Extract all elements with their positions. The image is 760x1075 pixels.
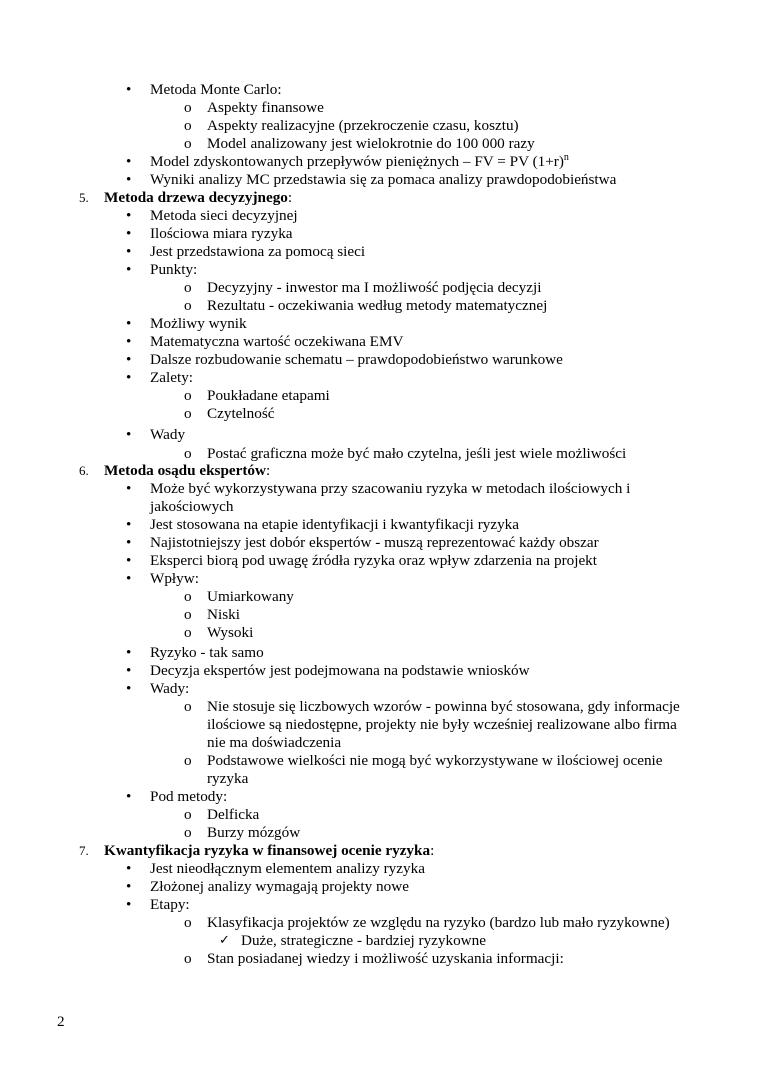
text-line: jakościowych bbox=[150, 498, 234, 515]
sub-list-item-text bbox=[207, 752, 663, 788]
list-item-text: Dalsze rozbudowanie schematu – prawdopodobieństwo warunkowe bbox=[150, 351, 563, 368]
list-item bbox=[0, 552, 760, 570]
sub-list-item-text: Stan posiadanej wiedzy i możliwość uzyskania informacji: bbox=[207, 950, 564, 967]
list-item-text: Jest stosowana na etapie identyfikacji i kwantyfikacji ryzyka bbox=[150, 516, 520, 533]
section-number: 7. bbox=[79, 843, 89, 858]
list-item-text: Wady bbox=[150, 426, 186, 443]
sub-bullet-marker: o bbox=[184, 99, 192, 116]
list-item-text: Eksperci biorą pod uwagę źródła ryzyka oraz wpływ zdarzenia na projekt bbox=[150, 552, 597, 569]
list-item bbox=[0, 243, 760, 261]
list-item-text: Złożonej analizy wymagają projekty nowe bbox=[150, 878, 409, 895]
sub-list-item bbox=[0, 387, 760, 405]
text-line: Nie stosuje się liczbowych wzorów - powinna być stosowana, gdy informacje bbox=[207, 698, 680, 715]
list-item-text: Jest nieodłącznym elementem analizy ryzyka bbox=[150, 860, 425, 877]
exponent: n bbox=[563, 152, 569, 163]
sub-list-item bbox=[0, 445, 760, 463]
list-item bbox=[0, 570, 760, 588]
list-item bbox=[0, 315, 760, 333]
sub-list-item bbox=[0, 99, 760, 117]
list-item bbox=[0, 860, 760, 878]
list-item bbox=[0, 534, 760, 552]
list-item bbox=[0, 878, 760, 896]
bullet-marker: • bbox=[126, 261, 132, 278]
bullet-marker: • bbox=[126, 878, 132, 895]
text-line: ilościowe są niedostępne, projekty nie były wcześniej realizowane albo firma bbox=[207, 716, 677, 733]
bullet-marker: • bbox=[126, 896, 132, 913]
sub-list-item-text: Niski bbox=[207, 606, 240, 623]
sub-list-item bbox=[0, 806, 760, 824]
text-line: Może być wykorzystywana przy szacowaniu ryzyka w metodach ilościowych i bbox=[150, 480, 631, 497]
list-item-text: Najistotniejszy jest dobór ekspertów - muszą reprezentować każdy obszar bbox=[150, 534, 599, 551]
bullet-marker: • bbox=[126, 644, 132, 661]
list-item bbox=[0, 261, 760, 279]
bullet-marker: • bbox=[126, 153, 132, 170]
list-item-text: Pod metody: bbox=[150, 788, 228, 805]
sub-list-item-text: Burzy mózgów bbox=[207, 824, 301, 841]
sub-list-item bbox=[0, 950, 760, 968]
text-line: nie ma doświadczenia bbox=[207, 734, 342, 751]
list-item-text bbox=[150, 480, 630, 516]
title-suffix: : bbox=[430, 842, 435, 859]
sub-list-item-text: Model analizowany jest wielokrotnie do 100 000 razy bbox=[207, 135, 535, 152]
bullet-marker: • bbox=[126, 369, 132, 386]
bullet-marker: • bbox=[126, 225, 132, 242]
list-item-text: Wyniki analizy MC przedstawia się za pomaca analizy prawdopodobieństwa bbox=[150, 171, 617, 188]
sub-list-item bbox=[0, 405, 760, 423]
sub-list-item-text: Klasyfikacja projektów ze względu na ryzyko (bardzo lub mało ryzykowne) bbox=[207, 914, 670, 931]
section-heading bbox=[0, 189, 760, 207]
section-title: Kwantyfikacja ryzyka w finansowej ocenie ryzyka bbox=[104, 842, 431, 859]
section-heading bbox=[0, 842, 760, 860]
list-item bbox=[0, 225, 760, 243]
list-item-text bbox=[150, 153, 569, 171]
sub-list-item bbox=[0, 914, 760, 932]
list-item bbox=[0, 426, 760, 444]
sub-list-item-text: Decyzyjny - inwestor ma I możliwość podjęcia decyzji bbox=[207, 279, 542, 296]
section-heading-text bbox=[104, 462, 270, 480]
check-list-item bbox=[0, 932, 760, 950]
sub-list-item-text: Wysoki bbox=[207, 624, 254, 641]
sub-bullet-marker: o bbox=[184, 950, 192, 967]
sub-bullet-marker: o bbox=[184, 752, 192, 769]
list-item bbox=[0, 680, 760, 698]
bullet-marker: • bbox=[126, 662, 132, 679]
list-item-text: Wady: bbox=[150, 680, 190, 697]
list-item-text: Jest przedstawiona za pomocą sieci bbox=[150, 243, 366, 260]
sub-list-item bbox=[0, 279, 760, 297]
list-item bbox=[0, 662, 760, 680]
sub-list-item bbox=[0, 606, 760, 624]
list-item bbox=[0, 207, 760, 225]
title-suffix: : bbox=[287, 189, 293, 206]
checkmark-icon: ✓ bbox=[219, 933, 230, 948]
sub-bullet-marker: o bbox=[184, 135, 192, 152]
bullet-marker: • bbox=[126, 315, 132, 332]
page-number: 2 bbox=[57, 1013, 65, 1030]
list-item-text: Punkty: bbox=[150, 261, 198, 278]
list-item bbox=[0, 516, 760, 534]
list-item-text: Ryzyko - tak samo bbox=[150, 644, 264, 661]
text-line: ryzyka bbox=[207, 770, 249, 787]
section-heading bbox=[0, 462, 760, 480]
sub-list-item-text: Postać graficzna może być mało czytelna, jeśli jest wiele możliwości bbox=[207, 445, 627, 462]
list-item bbox=[0, 896, 760, 914]
list-item-text: Etapy: bbox=[150, 896, 190, 913]
sub-list-item-text: Delficka bbox=[207, 806, 260, 823]
list-item bbox=[0, 351, 760, 369]
sub-bullet-marker: o bbox=[184, 698, 192, 715]
sub-bullet-marker: o bbox=[184, 806, 192, 823]
sub-list-item-text: Aspekty finansowe bbox=[207, 99, 324, 116]
bullet-marker: • bbox=[126, 860, 132, 877]
bullet-marker: • bbox=[126, 788, 132, 805]
list-item bbox=[0, 644, 760, 662]
sub-list-item bbox=[0, 297, 760, 315]
sub-list-item-text bbox=[207, 698, 680, 752]
bullet-marker: • bbox=[126, 207, 132, 224]
list-item bbox=[0, 788, 760, 806]
sub-bullet-marker: o bbox=[184, 624, 192, 641]
bullet-marker: • bbox=[126, 81, 132, 98]
sub-list-item bbox=[0, 117, 760, 135]
sub-list-item-text: Rezultatu - oczekiwania według metody matematycznej bbox=[207, 297, 548, 314]
bullet-marker: • bbox=[126, 333, 132, 350]
section-title: Metoda osądu ekspertów bbox=[104, 462, 266, 479]
sub-bullet-marker: o bbox=[184, 824, 192, 841]
list-item-text: Ilościowa miara ryzyka bbox=[150, 225, 293, 242]
list-item bbox=[0, 171, 760, 189]
list-item-text: Metoda sieci decyzyjnej bbox=[150, 207, 298, 224]
sub-bullet-marker: o bbox=[184, 606, 192, 623]
bullet-marker: • bbox=[126, 516, 132, 533]
section-heading-text bbox=[104, 842, 434, 860]
sub-bullet-marker: o bbox=[184, 279, 192, 296]
list-item bbox=[0, 153, 760, 171]
sub-bullet-marker: o bbox=[184, 445, 192, 462]
list-item-text: Zalety: bbox=[150, 369, 194, 386]
sub-bullet-marker: o bbox=[184, 387, 192, 404]
list-item-text: Matematyczna wartość oczekiwana EMV bbox=[150, 333, 404, 350]
bullet-marker: • bbox=[126, 243, 132, 260]
text-line: Podstawowe wielkości nie mogą być wykorzystywane w ilościowej ocenie bbox=[207, 752, 663, 769]
bullet-marker: • bbox=[126, 534, 132, 551]
bullet-marker: • bbox=[126, 680, 132, 697]
title-suffix: : bbox=[266, 462, 271, 479]
sub-bullet-marker: o bbox=[184, 297, 192, 314]
list-item-text: Metoda Monte Carlo: bbox=[150, 81, 282, 98]
sub-list-item bbox=[0, 135, 760, 153]
sub-list-item-text: Aspekty realizacyjne (przekroczenie czasu, kosztu) bbox=[207, 117, 519, 134]
sub-list-item bbox=[0, 624, 760, 642]
bullet-marker: • bbox=[126, 426, 132, 443]
bullet-marker: • bbox=[126, 351, 132, 368]
section-title: Metoda drzewa decyzyjnego bbox=[104, 189, 288, 206]
sub-list-item-text: Umiarkowany bbox=[207, 588, 294, 605]
sub-bullet-marker: o bbox=[184, 117, 192, 134]
list-item bbox=[0, 81, 760, 99]
list-item bbox=[0, 333, 760, 351]
list-item-text: Możliwy wynik bbox=[150, 315, 247, 332]
sub-bullet-marker: o bbox=[184, 405, 192, 422]
sub-list-item bbox=[0, 824, 760, 842]
sub-list-item-text: Czytelność bbox=[207, 405, 275, 422]
list-item-text: Wpływ: bbox=[150, 570, 199, 587]
formula-text: Model zdyskontowanych przepływów pieniężnych – FV = PV (1+r) bbox=[150, 153, 564, 170]
bullet-marker: • bbox=[126, 552, 132, 569]
list-item-text: Decyzja ekspertów jest podejmowana na podstawie wniosków bbox=[150, 662, 530, 679]
bullet-marker: • bbox=[126, 480, 132, 497]
sub-bullet-marker: o bbox=[184, 588, 192, 605]
sub-list-item-text: Poukładane etapami bbox=[207, 387, 330, 404]
check-list-item-text: Duże, strategiczne - bardziej ryzykowne bbox=[241, 932, 486, 949]
list-item bbox=[0, 369, 760, 387]
section-number: 5. bbox=[79, 190, 89, 205]
sub-bullet-marker: o bbox=[184, 914, 192, 931]
sub-list-item bbox=[0, 588, 760, 606]
section-number: 6. bbox=[79, 463, 89, 478]
bullet-marker: • bbox=[126, 171, 132, 188]
section-heading-text bbox=[104, 189, 292, 207]
bullet-marker: • bbox=[126, 570, 132, 587]
